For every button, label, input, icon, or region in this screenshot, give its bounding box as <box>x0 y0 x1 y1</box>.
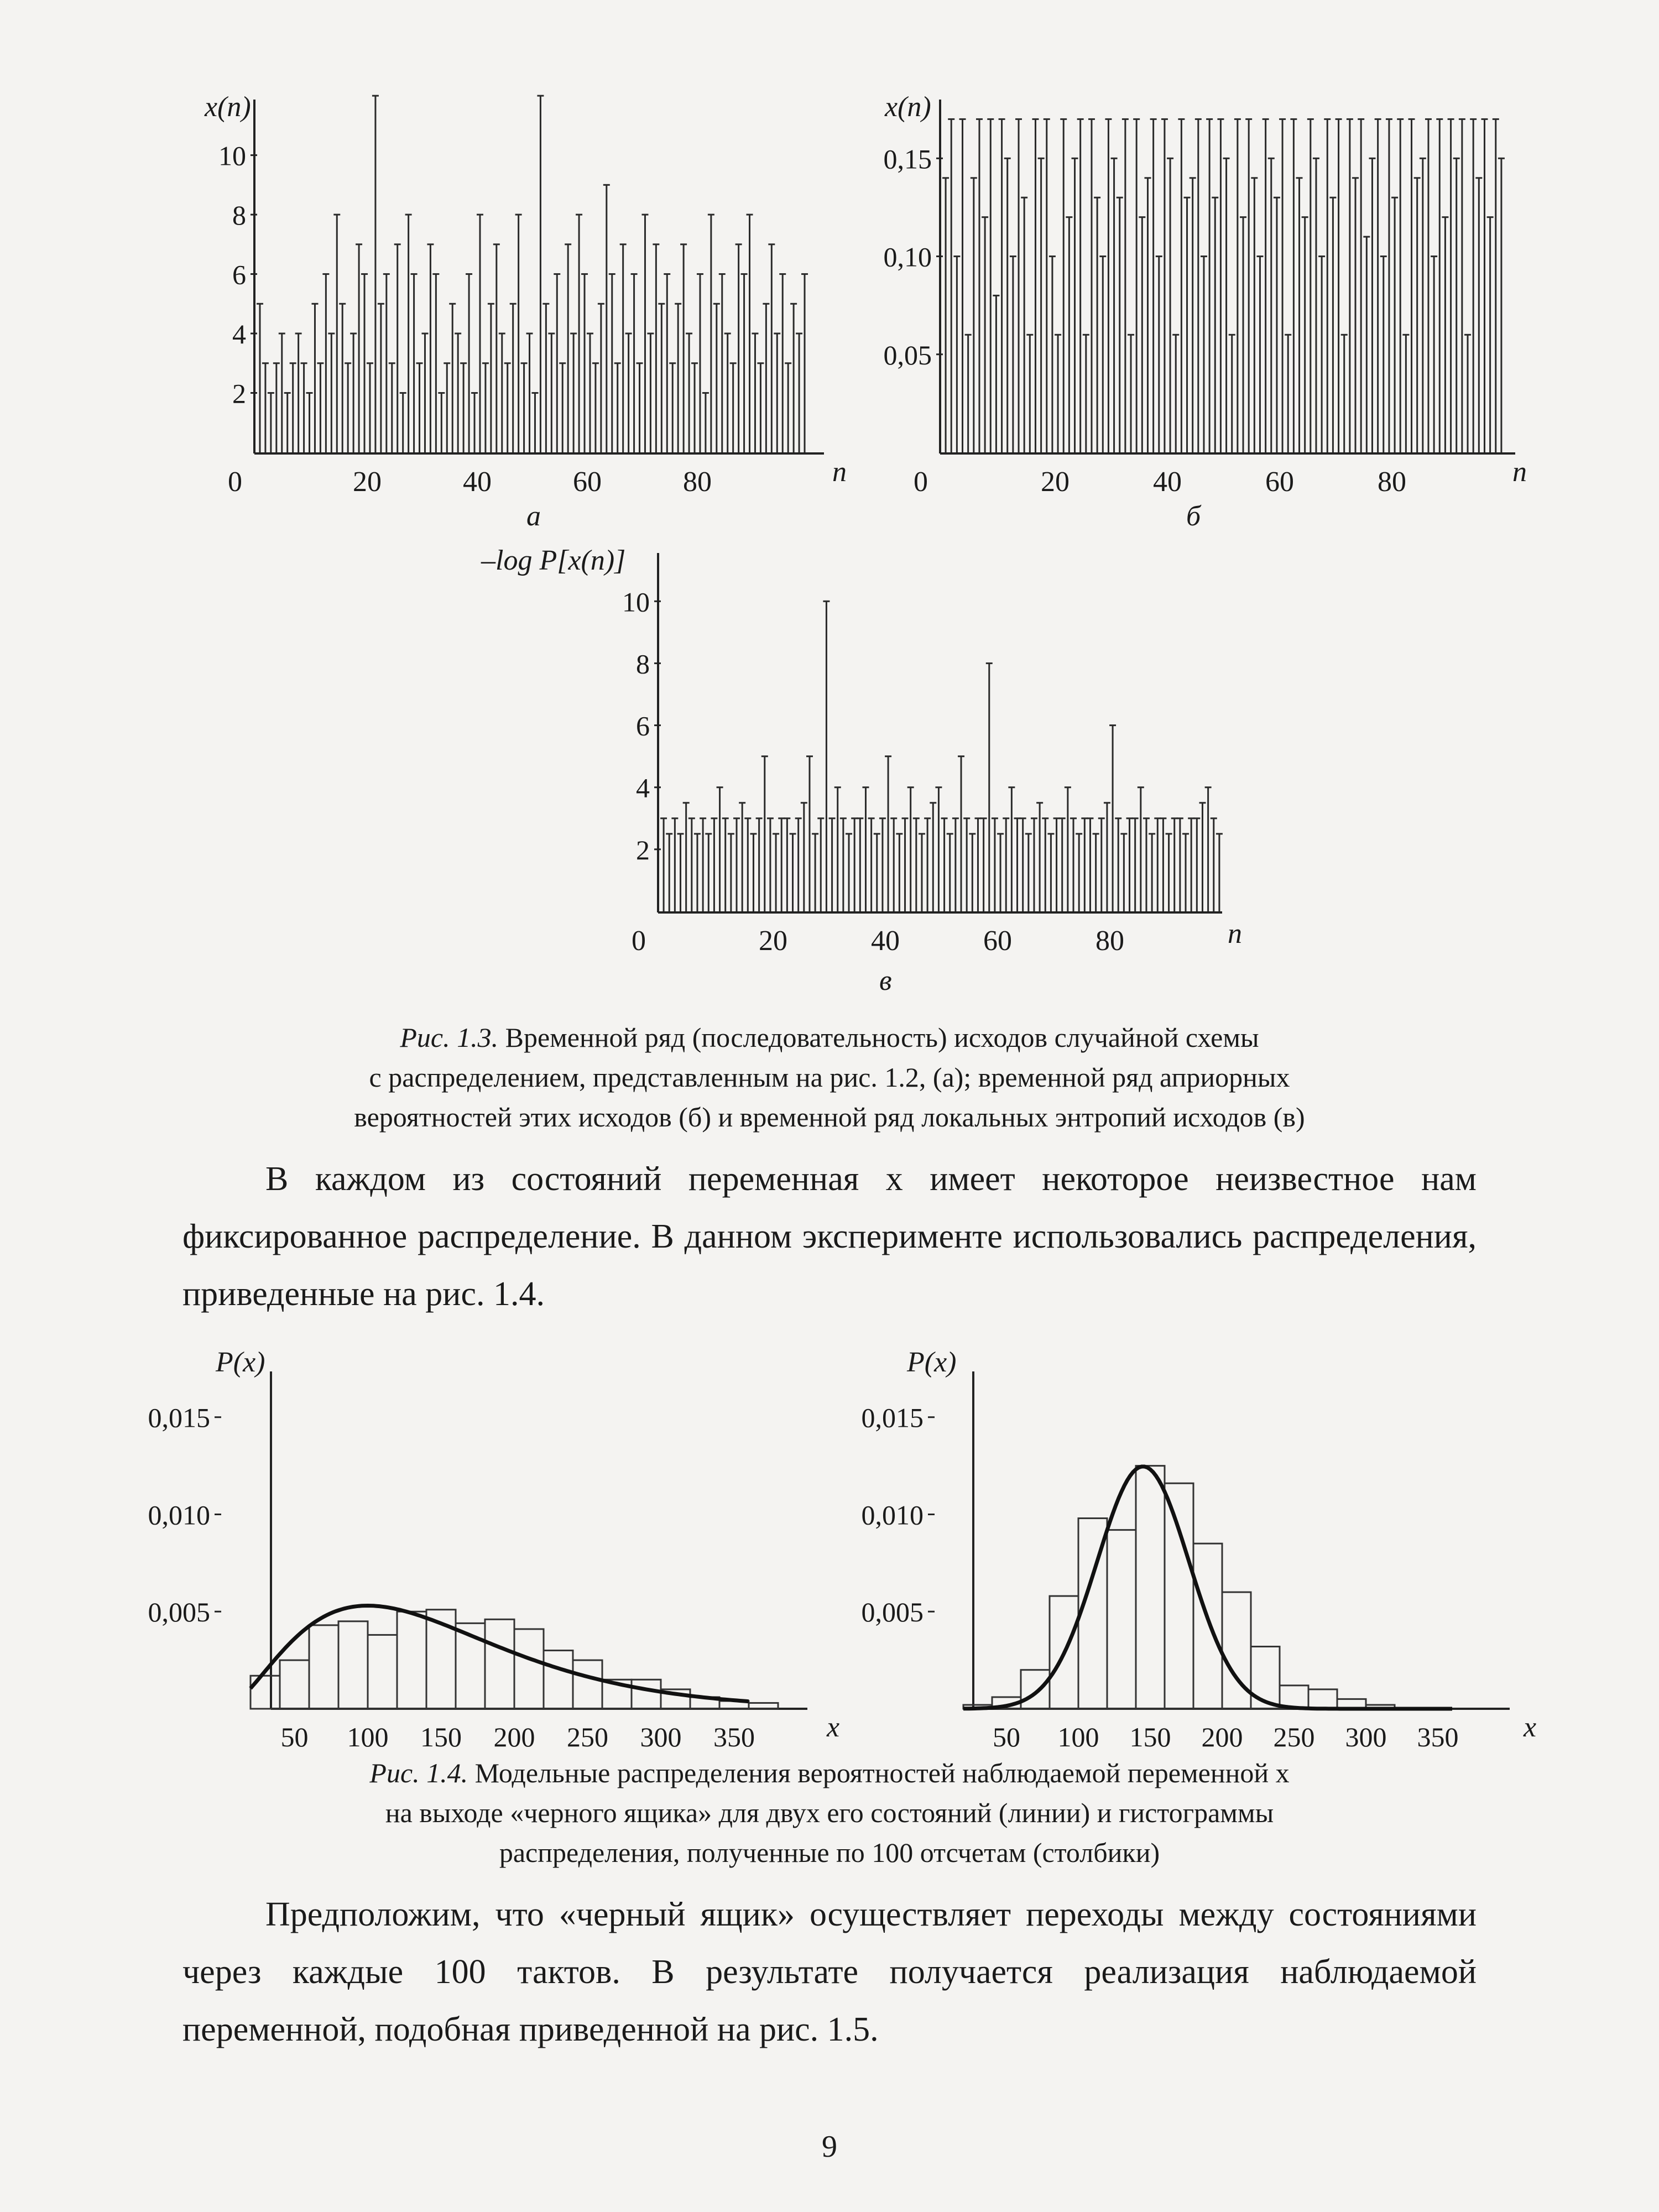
y-tick-label: 2 <box>232 378 246 409</box>
figure-1-4-right-yticks <box>862 1402 935 1628</box>
figure-1-4-caption-line-2: на выходе «черного ящика» для двух его состояний (линии) и гистограммы <box>385 1797 1274 1828</box>
figure-1-4-right-xticks <box>993 1721 1459 1752</box>
histogram-bar <box>1021 1670 1050 1709</box>
histogram-bar <box>338 1621 368 1709</box>
x-tick-label: 0 <box>228 466 242 498</box>
x-tick-label: 0 <box>914 466 928 498</box>
y-tick-label: 6 <box>636 710 650 742</box>
figure-1-3c-xticks <box>632 925 1124 957</box>
histogram-bar <box>280 1660 309 1709</box>
x-tick-label: 60 <box>1265 466 1294 498</box>
x-tick-label: 250 <box>567 1721 608 1752</box>
page-number: 9 <box>822 2130 837 2164</box>
x-tick-label: 40 <box>463 466 492 498</box>
figure-1-4-right-curve <box>963 1467 1452 1709</box>
histogram-bar <box>368 1635 397 1709</box>
x-tick-label: 150 <box>1129 1721 1171 1752</box>
figure-1-3b-sublabel: б <box>1186 500 1201 532</box>
histogram-bar <box>573 1660 602 1709</box>
y-tick-label: 8 <box>232 200 246 231</box>
histogram-bar <box>544 1651 573 1709</box>
x-tick-label: 200 <box>1201 1721 1243 1752</box>
figure-1-3b-bars <box>942 119 1505 452</box>
y-tick-label: 0,10 <box>883 241 932 273</box>
figure-1-3c-ylabel: –log P[x(n)] <box>481 545 626 576</box>
histogram-bar <box>1107 1530 1136 1709</box>
x-tick-label: 80 <box>683 466 712 498</box>
x-tick-label: 200 <box>493 1721 535 1752</box>
x-tick-label: 80 <box>1378 466 1406 498</box>
x-tick-label: 20 <box>353 466 382 498</box>
histogram-bar <box>514 1629 544 1709</box>
x-tick-label: 250 <box>1273 1721 1315 1752</box>
figure-1-4-caption <box>182 1753 1477 1872</box>
y-tick-label: 10 <box>218 140 246 171</box>
y-tick-label: 0,05 <box>883 339 932 371</box>
x-tick-label: 100 <box>347 1721 389 1752</box>
figure-1-3a-ylabel: x(n) <box>205 91 251 123</box>
y-tick-label: 0,005 <box>861 1597 924 1628</box>
figure-1-3c-bars <box>660 601 1223 911</box>
x-tick-label: 50 <box>280 1721 309 1752</box>
figure-1-3a-bars <box>257 96 808 452</box>
figure-1-4-left-yticks <box>148 1402 222 1628</box>
paragraph-1: В каждом из состояний переменная x имеет некоторое неизвестное нам фиксированное распределение. В данном эксперименте использовались распределения, приведенные на рис. 1.4. <box>182 1160 1477 1313</box>
histogram-bar <box>1251 1647 1280 1709</box>
y-tick-label: 0,010 <box>861 1499 924 1531</box>
y-tick-label: 0,15 <box>883 143 932 175</box>
figure-1-3b-xticks <box>914 466 1406 498</box>
x-tick-label: 150 <box>420 1721 462 1752</box>
x-tick-label: 100 <box>1057 1721 1099 1752</box>
y-tick-label: 2 <box>636 834 650 865</box>
figure-1-3a-xticks <box>228 466 712 498</box>
x-tick-label: 40 <box>871 925 900 957</box>
figure-1-3-caption-line-3: вероятностей этих исходов (б) и временной ряд локальных энтропий исходов (в) <box>354 1102 1305 1133</box>
x-tick-label: 300 <box>640 1721 682 1752</box>
figure-1-3c-yticks <box>622 586 661 865</box>
figure-1-4-caption-line-1: Модельные распределения вероятностей наблюдаемой переменной x <box>468 1757 1290 1788</box>
figure-1-3a-yticks <box>218 140 257 409</box>
histogram-bar <box>1193 1543 1222 1709</box>
y-tick-label: 4 <box>232 319 246 350</box>
y-tick-label: 4 <box>636 772 650 804</box>
figure-1-4-caption-line-3: распределения, полученные по 100 отсчетам (столбики) <box>499 1837 1160 1868</box>
figure-1-4-right-histogram <box>963 1466 1395 1709</box>
y-tick-label: 0,010 <box>148 1499 210 1531</box>
x-tick-label: 350 <box>1417 1721 1459 1752</box>
paragraph-2: Предположим, что «черный ящик» осуществляет переходы между состояниями через каждые 100 тактов. В результате получается реализация наблюдаемой переменной, подобная приведенной на рис. 1.5. <box>182 1896 1477 2048</box>
y-tick-label: 0,015 <box>861 1402 924 1433</box>
figure-1-3b-xlabel: n <box>1512 456 1527 488</box>
figure-1-3-caption-label: Рис. 1.3. <box>400 1022 499 1053</box>
figure-1-3a-panel <box>204 91 847 532</box>
x-tick-label: 300 <box>1345 1721 1387 1752</box>
figure-1-4-left-panel <box>148 1347 840 1743</box>
histogram-bar <box>397 1611 426 1709</box>
x-tick-label: 40 <box>1153 466 1182 498</box>
figure-1-3a-sublabel: а <box>526 500 541 532</box>
histogram-bar <box>1308 1689 1337 1709</box>
figure-1-3c-xlabel: n <box>1228 918 1242 950</box>
y-tick-label: 6 <box>232 259 246 290</box>
figure-1-4-caption-label: Рис. 1.4. <box>369 1757 468 1788</box>
histogram-bar <box>1165 1483 1193 1709</box>
x-tick-label: 60 <box>573 466 602 498</box>
figure-1-4-left-histogram <box>251 1610 778 1709</box>
y-tick-label: 0,015 <box>148 1402 210 1433</box>
figure-1-3b-ylabel: x(n) <box>885 91 931 123</box>
histogram-bar <box>1136 1466 1165 1709</box>
figure-1-4-right-panel <box>862 1347 1537 1743</box>
figure-1-3a-xlabel: n <box>832 456 847 488</box>
figure-1-4-left-xlabel: x <box>827 1712 840 1743</box>
figure-1-3 <box>0 0 1659 1006</box>
figure-1-3-caption-line-2: с распределением, представленным на рис. 1.2, (а); временной ряд априорных <box>369 1062 1290 1093</box>
x-tick-label: 20 <box>1041 466 1070 498</box>
figure-1-4-left-xticks <box>281 1721 755 1752</box>
figure-1-4 <box>0 1344 1659 1752</box>
figure-1-4-left-ylabel: P(x) <box>216 1347 265 1378</box>
x-tick-label: 60 <box>983 925 1012 957</box>
figure-1-3c-sublabel: в <box>879 965 892 997</box>
x-tick-label: 350 <box>713 1721 755 1752</box>
histogram-bar <box>632 1679 661 1709</box>
x-tick-label: 20 <box>759 925 787 957</box>
figure-1-3-caption <box>182 1018 1477 1137</box>
figure-1-3-caption-line-1: Временной ряд (последовательность) исходов случайной схемы <box>498 1022 1259 1053</box>
y-tick-label: 0,005 <box>148 1597 210 1628</box>
figure-1-3c-panel <box>481 545 1242 997</box>
y-tick-label: 8 <box>636 648 650 680</box>
figure-1-3b-panel <box>884 91 1527 532</box>
figure-1-4-right-xlabel: x <box>1524 1712 1537 1743</box>
figure-1-3b-yticks <box>884 143 943 370</box>
y-tick-label: 10 <box>622 586 650 618</box>
histogram-bar <box>309 1625 338 1709</box>
histogram-bar <box>485 1619 514 1709</box>
figure-1-4-right-ylabel: P(x) <box>907 1347 957 1378</box>
x-tick-label: 80 <box>1095 925 1124 957</box>
x-tick-label: 50 <box>993 1721 1020 1752</box>
x-tick-label: 0 <box>632 925 646 957</box>
